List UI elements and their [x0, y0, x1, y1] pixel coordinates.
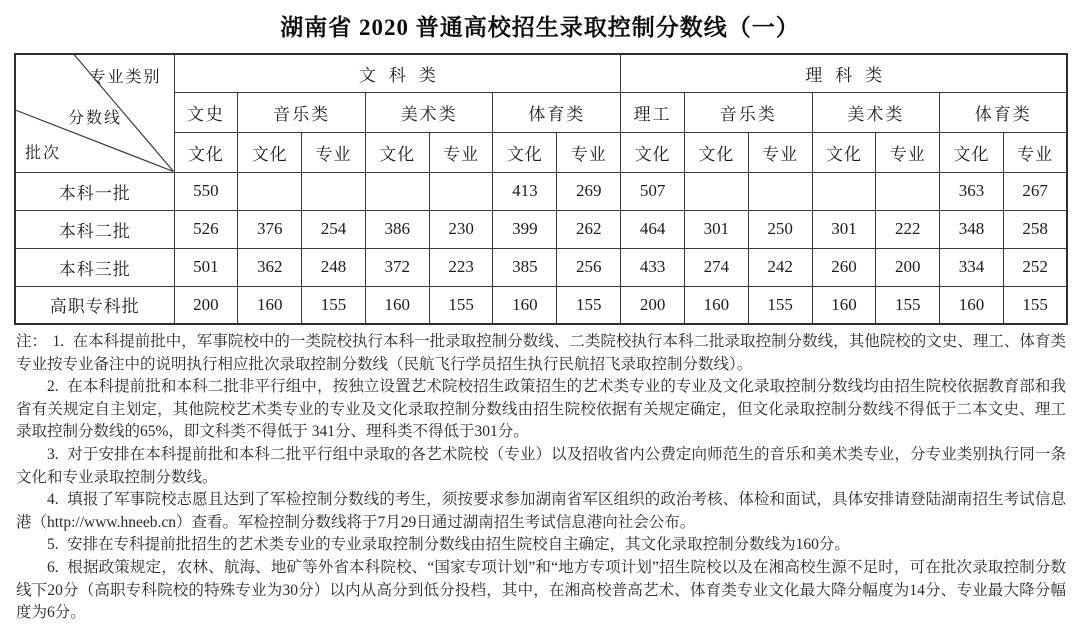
score-cell: 372	[365, 248, 429, 286]
note-item-3	[16, 444, 1066, 489]
corner-label-scoreline: 分数线	[68, 110, 123, 127]
score-cell: 399	[493, 210, 557, 248]
note-number: 5.	[47, 536, 59, 554]
score-cell: 160	[812, 286, 876, 324]
score-cell: 160	[684, 286, 748, 324]
score-cell: 155	[429, 286, 493, 324]
note-item-4	[16, 489, 1066, 534]
subject-header-pe-sci: 体育类	[940, 92, 1068, 132]
subject-header-music-sci: 音乐类	[684, 92, 812, 132]
note-number: 6.	[47, 558, 59, 576]
score-cell: 301	[684, 210, 748, 248]
note-text: 安排在专科提前批招生的艺术类专业的专业录取控制分数线由招生院校自主确定，其文化录取控制分数线为160分。	[67, 536, 850, 554]
score-cell: 274	[684, 248, 748, 286]
subject-header-fineart-sci: 美术类	[812, 92, 940, 132]
score-cell: 301	[812, 210, 876, 248]
table-row-benke1	[15, 172, 1067, 210]
col-header: 文化	[493, 132, 557, 172]
note-text: 对于安排在本科提前批和本科二批平行组中录取的各艺术院校（专业）以及招收省内公费定向师范生的音乐和美术类专业，分专业类别执行同一条文化和专业录取控制分数线。	[16, 445, 1066, 486]
subject-header-pe-arts: 体育类	[493, 92, 621, 132]
corner-label-category: 专业类别	[89, 69, 162, 86]
col-header: 文化	[684, 132, 748, 172]
score-cell: 252	[1003, 248, 1067, 286]
score-cell: 160	[238, 286, 302, 324]
note-text: 在本科提前批中，军事院校中的一类院校执行本科一批录取控制分数线、二类院校执行本科二批录取控制分数线，其他院校的文史、理工、体育类专业按专业备注中的说明执行相应批次录取控制分数线（民航飞行学员招生执行民航招飞录取控制分数线）。	[16, 333, 1066, 373]
score-cell: 200	[621, 286, 685, 324]
score-cell: 200	[876, 248, 940, 286]
subject-header-fineart-arts: 美术类	[365, 92, 493, 132]
score-cell: 258	[1003, 210, 1067, 248]
score-cell: 526	[174, 210, 238, 248]
col-header: 文化	[940, 132, 1004, 172]
score-cell: 160	[940, 286, 1004, 324]
row-label: 本科一批	[15, 172, 174, 210]
score-cell	[684, 172, 748, 210]
score-cell: 160	[365, 286, 429, 324]
score-cell: 363	[940, 172, 1004, 210]
score-cell: 507	[621, 172, 685, 210]
col-header: 文化	[238, 132, 302, 172]
table-row-benke2	[15, 210, 1067, 248]
subject-header-wenshi: 文史	[174, 92, 238, 132]
col-header: 专业	[302, 132, 366, 172]
group-header-science: 理科类	[621, 54, 1068, 92]
score-cell: 256	[557, 248, 621, 286]
note-number: 4.	[47, 491, 59, 509]
score-cell: 155	[1003, 286, 1067, 324]
score-cell: 222	[876, 210, 940, 248]
score-cell: 250	[748, 210, 812, 248]
score-cell: 230	[429, 210, 493, 248]
note-text: 在本科提前批和本科二批非平行组中，按独立设置艺术院校招生政策招生的艺术类专业的专业及文化录取控制分数线均由招生院校依据教育部和我省有关规定自主划定，其他院校艺术类专业的专业及文化录取控制分数线由招生院校依据有关规定确定，但文化录取控制分数线不得低于二本文史、理工录取控制分数线的65%，即文科类不得低于 341分、理科类不得低于301分。	[16, 378, 1066, 441]
score-cell	[812, 172, 876, 210]
score-cell: 501	[174, 248, 238, 286]
score-cell: 362	[238, 248, 302, 286]
subject-header-ligong: 理工	[621, 92, 685, 132]
note-number: 2.	[47, 378, 59, 396]
score-cell: 260	[812, 248, 876, 286]
score-cell	[365, 172, 429, 210]
score-cell: 348	[940, 210, 1004, 248]
score-cell	[238, 172, 302, 210]
score-cell: 262	[557, 210, 621, 248]
score-cell: 334	[940, 248, 1004, 286]
score-cell: 155	[557, 286, 621, 324]
note-item-6	[16, 557, 1066, 625]
score-cell: 200	[174, 286, 238, 324]
table-row-gaozhi	[15, 286, 1067, 324]
score-cell	[302, 172, 366, 210]
col-header: 专业	[1003, 132, 1067, 172]
page-title: 湖南省 2020 普通高校招生录取控制分数线（一）	[280, 15, 800, 40]
col-header: 文化	[174, 132, 238, 172]
row-label: 本科三批	[15, 248, 174, 286]
note-item-2	[16, 376, 1066, 444]
col-header: 专业	[876, 132, 940, 172]
header-row-groups	[15, 54, 1067, 92]
col-header: 专业	[429, 132, 493, 172]
score-cell: 376	[238, 210, 302, 248]
note-item-1	[16, 331, 1066, 376]
row-label: 本科二批	[15, 210, 174, 248]
row-label: 高职专科批	[15, 286, 174, 324]
col-header: 文化	[365, 132, 429, 172]
score-cell	[429, 172, 493, 210]
note-number: 1.	[52, 333, 65, 350]
score-cell: 242	[748, 248, 812, 286]
score-cell: 254	[302, 210, 366, 248]
note-item-5	[16, 534, 1066, 557]
subject-header-music-arts: 音乐类	[238, 92, 366, 132]
corner-label-batch: 批次	[25, 144, 62, 162]
note-number: 3.	[47, 445, 59, 463]
score-cell	[748, 172, 812, 210]
score-cell: 267	[1003, 172, 1067, 210]
score-cell: 160	[493, 286, 557, 324]
score-cell: 269	[557, 172, 621, 210]
score-cell: 223	[429, 248, 493, 286]
col-header: 文化	[621, 132, 685, 172]
score-cell: 386	[365, 210, 429, 248]
score-cell: 155	[748, 286, 812, 324]
note-text: 根据政策规定，农林、航海、地矿等外省本科院校、“国家专项计划”和“地方专项计划”招生院校以及在湘高校生源不足时，可在批次录取控制分数线下20分（高职专科院校的特殊专业为30分）以内从高分到低分投档，其中，在湘高校普高艺术、体育类专业文化最大降分幅度为14分、专业最大降分幅度为6分。	[16, 558, 1066, 622]
note-prefix: 注：	[16, 333, 48, 350]
score-cell: 550	[174, 172, 238, 210]
col-header: 专业	[557, 132, 621, 172]
group-header-liberal-arts: 文科类	[174, 54, 621, 92]
score-cell: 248	[302, 248, 366, 286]
score-cell: 433	[621, 248, 685, 286]
score-table	[14, 53, 1068, 325]
note-text: 填报了军事院校志愿且达到了军检控制分数线的考生，须按要求参加湖南省军区组织的政治考核、体检和面试，具体安排请登陆湖南招生考试信息港（http://www.hneeb.cn）查看。军检控制分数线将于7月29日通过湖南招生考试信息港向社会公布。	[16, 491, 1066, 531]
score-cell: 464	[621, 210, 685, 248]
score-cell: 413	[493, 172, 557, 210]
col-header: 文化	[812, 132, 876, 172]
corner-header-cell	[15, 54, 174, 172]
score-cell: 155	[302, 286, 366, 324]
score-cell: 385	[493, 248, 557, 286]
notes-section	[16, 331, 1066, 625]
col-header: 专业	[748, 132, 812, 172]
score-cell: 155	[876, 286, 940, 324]
table-row-benke3	[15, 248, 1067, 286]
score-cell	[876, 172, 940, 210]
